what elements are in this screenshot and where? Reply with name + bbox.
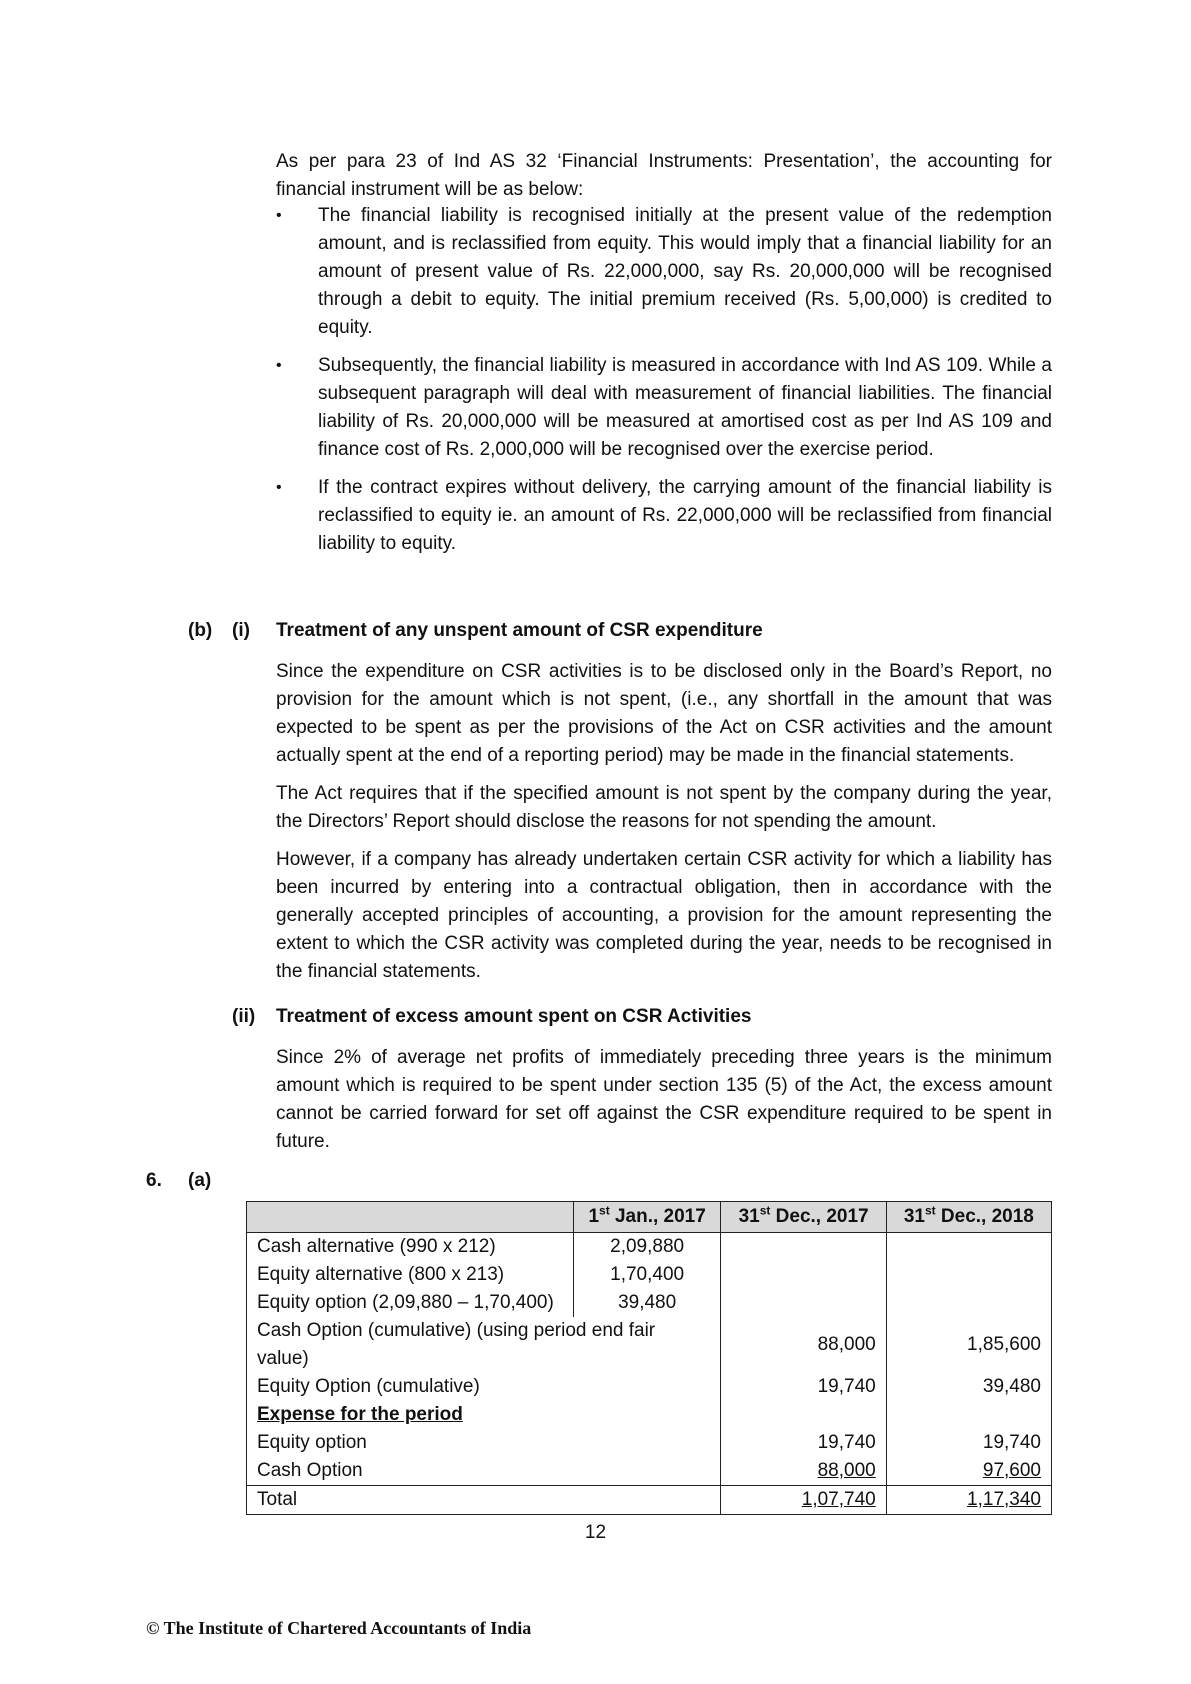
cell-value: 1,85,600 xyxy=(886,1317,1051,1373)
table-row xyxy=(247,1233,1052,1262)
bullet-icon: • xyxy=(276,479,282,496)
bullet-icon: • xyxy=(276,207,282,224)
header-dec-2017: 31st Dec., 2017 xyxy=(721,1202,886,1233)
cell-value: 97,600 xyxy=(982,1460,1041,1481)
list-item xyxy=(276,202,1052,342)
row-label: Total xyxy=(247,1486,721,1515)
bullet-text: The financial liability is recognised initially at the present value of the redemption amount, and is reclassified from equity. This would imply that a financial liability for an amount of present value of Rs. 22,000,000, say Rs. 20,000,000 will be recognised through a debit to equity. The initial premium received (Rs. 5,00,000) is credited to equity. xyxy=(318,205,1052,338)
copyright-footer: © The Institute of Chartered Accountants of India xyxy=(146,1618,532,1638)
sub-i-paragraphs xyxy=(276,658,1052,986)
table-row xyxy=(247,1429,1052,1457)
table-row xyxy=(247,1261,1052,1289)
cell-value: 39,480 xyxy=(886,1373,1051,1401)
cell-value: 1,17,340 xyxy=(967,1489,1041,1510)
bullet-text: If the contract expires without delivery, the carrying amount of the financial liability is reclassified to equity ie. an amount of Rs. 22,000,000 will be reclassified from financial liability to equity. xyxy=(318,477,1052,554)
paragraph: The Act requires that if the specified amount is not spent by the company during the year, the Directors’ Report should disclose the reasons for not spending the amount. xyxy=(276,783,1052,832)
sub-ii-paragraph: Since 2% of average net profits of immediately preceding three years is the minimum amount which is required to be spent under section 135 (5) of the Act, the excess amount cannot be carried forward for set off against the CSR expenditure required to be spent in future. xyxy=(276,1047,1052,1152)
header-dec-2018: 31st Dec., 2018 xyxy=(886,1202,1051,1233)
bullet-list xyxy=(276,202,1052,568)
list-item xyxy=(276,474,1052,558)
cell-value: 1,07,740 xyxy=(801,1489,876,1510)
row-label: Cash Option (cumulative) (using period end fair value) xyxy=(247,1317,721,1373)
intro-paragraph: As per para 23 of Ind AS 32 ‘Financial Instruments: Presentation’, the accounting for financial instrument will be as below: xyxy=(276,151,1052,200)
row-label: Equity option (2,09,880 – 1,70,400) xyxy=(247,1289,574,1317)
table-row-total xyxy=(247,1486,1052,1515)
table-header-row xyxy=(247,1202,1052,1233)
table-row xyxy=(247,1457,1052,1486)
row-label: Cash Option xyxy=(247,1457,721,1486)
table-row xyxy=(247,1401,1052,1429)
bullet-text: Subsequently, the financial liability is measured in accordance with Ind AS 109. While a subsequent paragraph will deal with measurement of financial liabilities. The financial liability of Rs. 20,000,000 will be measured at amortised cost as per Ind AS 109 and finance cost of Rs. 2,000,000 will be recognised over the exercise period. xyxy=(318,355,1052,460)
paragraph: Since the expenditure on CSR activities is to be disclosed only in the Board’s Report, no provision for the amount which is not spent, (i.e., any shortfall in the amount that was expected to be spent as per the provisions of the Act on CSR activities and the amount actually spent at the end of a reporting period) may be made in the financial statements. xyxy=(276,661,1052,766)
row-label: Equity Option (cumulative) xyxy=(247,1373,721,1401)
row-label: Equity alternative (800 x 213) xyxy=(247,1261,574,1289)
table-row xyxy=(247,1289,1052,1317)
cell-value: 88,000 xyxy=(721,1317,886,1373)
expense-heading: Expense for the period xyxy=(257,1404,463,1425)
header-jan-2017: 1st Jan., 2017 xyxy=(573,1202,721,1233)
sub-i-heading: Treatment of any unspent amount of CSR expenditure xyxy=(276,620,763,641)
header-blank xyxy=(247,1202,574,1233)
paragraph: However, if a company has already undertaken certain CSR activity for which a liability has been incurred by entering into a contractual obligation, then in accordance with the generally accepted principles of accounting, a provision for the amount representing the extent to which the CSR activity was completed during the year, needs to be recognised in the financial statements. xyxy=(276,849,1052,982)
row-label: Cash alternative (990 x 212) xyxy=(247,1233,574,1262)
row-label: Equity option xyxy=(247,1429,721,1457)
cell-value: 19,740 xyxy=(721,1373,886,1401)
section-b-label: (b) xyxy=(188,620,213,641)
valuation-table xyxy=(246,1201,1052,1515)
cell-value: 39,480 xyxy=(573,1289,721,1317)
list-item xyxy=(276,352,1052,464)
cell-value: 2,09,880 xyxy=(573,1233,721,1262)
bullet-icon: • xyxy=(276,357,282,374)
question-number: 6. xyxy=(146,1170,162,1191)
cell-value: 19,740 xyxy=(886,1429,1051,1457)
table-row xyxy=(247,1373,1052,1401)
cell-value: 1,70,400 xyxy=(573,1261,721,1289)
question-part: (a) xyxy=(188,1170,212,1191)
cell-value: 19,740 xyxy=(721,1429,886,1457)
sub-ii-heading: Treatment of excess amount spent on CSR Activities xyxy=(276,1006,752,1027)
sub-i-label: (i) xyxy=(232,620,250,641)
sub-ii-label: (ii) xyxy=(232,1006,256,1027)
table-row xyxy=(247,1317,1052,1373)
page-number: 12 xyxy=(584,1522,607,1543)
cell-value: 88,000 xyxy=(817,1460,876,1481)
